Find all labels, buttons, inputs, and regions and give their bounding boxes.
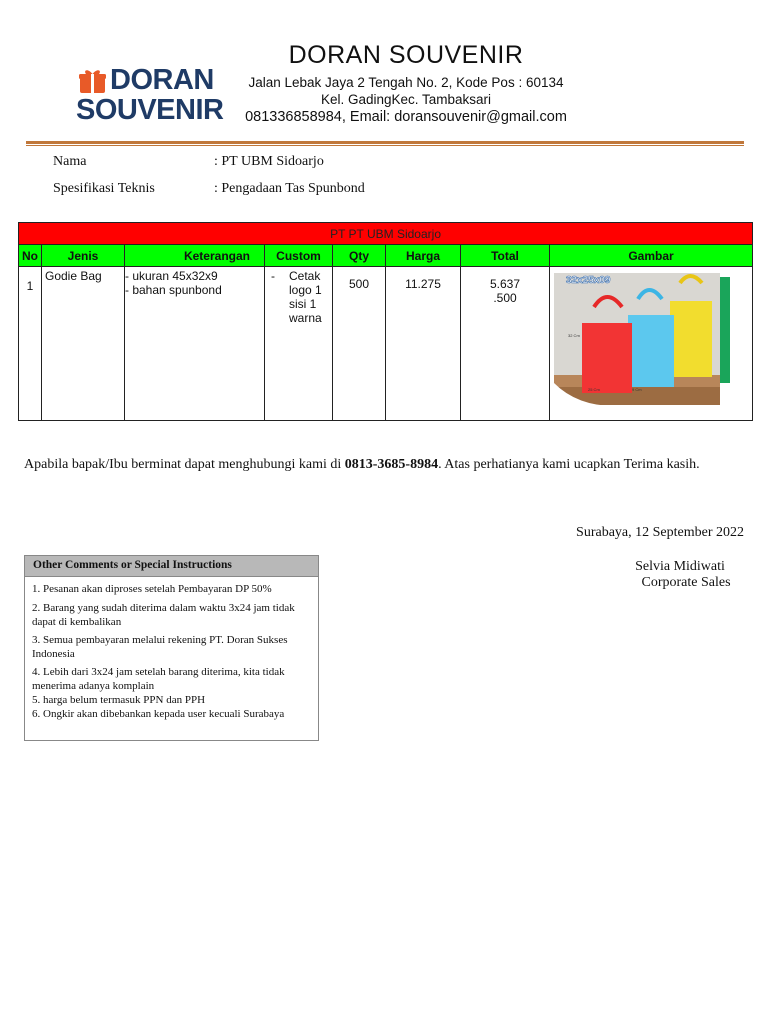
list-item: 1. Pesanan akan diproses setelah Pembayaran DP 50%	[32, 583, 272, 595]
closing-text-after: . Atas perhatianya kami ucapkan Terima kasih.	[438, 457, 700, 472]
company-logo	[76, 64, 226, 130]
column-header-no: No	[19, 245, 42, 267]
nama-label: Nama	[53, 154, 87, 169]
product-image-caption: 32x25x09	[566, 275, 611, 286]
company-contact: 081336858984, Email: doransouvenir@gmail.com	[245, 109, 567, 125]
row-jenis: Godie Bag	[45, 269, 102, 283]
logo-text-doran: DORAN	[110, 64, 214, 96]
column-header-harga: Harga	[386, 245, 461, 267]
row-qty: 500	[348, 277, 370, 291]
product-image-dimension-3: 9 Cm	[632, 387, 642, 392]
comments-title: Other Comments or Special Instructions	[25, 556, 318, 577]
signer-name: Selvia Midiwati	[635, 559, 725, 574]
row-no: 1	[26, 279, 34, 293]
company-address-line-2: Kel. GadingKec. Tambaksari	[320, 92, 492, 107]
product-image-dimension-2: 25 Cm	[588, 387, 600, 392]
letter-date: Surabaya, 12 September 2022	[576, 525, 744, 540]
row-custom-line-4: warna	[289, 311, 322, 325]
table-title-row	[19, 223, 753, 245]
list-item: 5. harga belum termasuk PPN dan PPH	[32, 694, 206, 706]
row-keterangan-line-2: - bahan spunbond	[125, 283, 222, 297]
row-total-line-1: 5.637	[489, 277, 521, 291]
product-image-dimension-1: 32 Cm	[568, 333, 580, 338]
comments-list	[25, 577, 318, 721]
header-divider-thick	[26, 141, 744, 144]
logo-text-souvenir: SOUVENIR	[76, 94, 224, 126]
list-item: 6. Ongkir akan dibebankan kepada user kecuali Surabaya	[32, 708, 285, 720]
contact-phone: 0813-3685-8984	[344, 457, 439, 472]
row-total-line-2: .500	[493, 291, 517, 305]
column-header-gambar: Gambar	[550, 245, 753, 267]
signer-role: Corporate Sales	[641, 575, 731, 590]
comments-box	[24, 555, 319, 741]
row-harga: 11.275	[405, 277, 441, 291]
gift-icon	[79, 68, 106, 94]
table-title: PT PT UBM Sidoarjo	[19, 223, 753, 245]
column-header-qty: Qty	[333, 245, 386, 267]
spesifikasi-label: Spesifikasi Teknis	[53, 181, 155, 196]
row-custom-line-1: Cetak	[289, 269, 321, 283]
product-image	[552, 271, 730, 413]
row-custom-line-2: logo 1	[289, 283, 322, 297]
table-row	[19, 267, 753, 421]
nama-value: : PT UBM Sidoarjo	[214, 154, 324, 169]
closing-paragraph	[24, 456, 714, 473]
column-header-keterangan: Keterangan	[125, 245, 265, 267]
spesifikasi-value: : Pengadaan Tas Spunbond	[214, 181, 365, 196]
row-custom-bullet: -	[271, 269, 275, 283]
closing-text-before: Apabila bapak/Ibu berminat dapat menghubungi kami di	[24, 457, 345, 472]
order-table	[18, 222, 753, 421]
table-header-row	[19, 245, 753, 267]
column-header-custom: Custom	[265, 245, 333, 267]
list-item: 2. Barang yang sudah diterima dalam waktu 3x24 jam tidak dapat di kembalikan	[32, 602, 295, 628]
company-name: DORAN SOUVENIR	[288, 41, 524, 69]
list-item: 4. Lebih dari 3x24 jam setelah barang diterima, kita tidak menerima adanya komplain	[32, 666, 285, 692]
column-header-jenis: Jenis	[42, 245, 125, 267]
header-divider-thin	[26, 145, 744, 146]
list-item: 3. Semua pembayaran melalui rekening PT. Doran Sukses Indonesia	[32, 634, 288, 660]
column-header-total: Total	[461, 245, 550, 267]
row-custom-line-3: sisi 1	[289, 297, 317, 311]
company-address-line-1: Jalan Lebak Jaya 2 Tengah No. 2, Kode Pos : 60134	[248, 75, 564, 90]
row-keterangan-line-1: - ukuran 45x32x9	[125, 269, 218, 283]
